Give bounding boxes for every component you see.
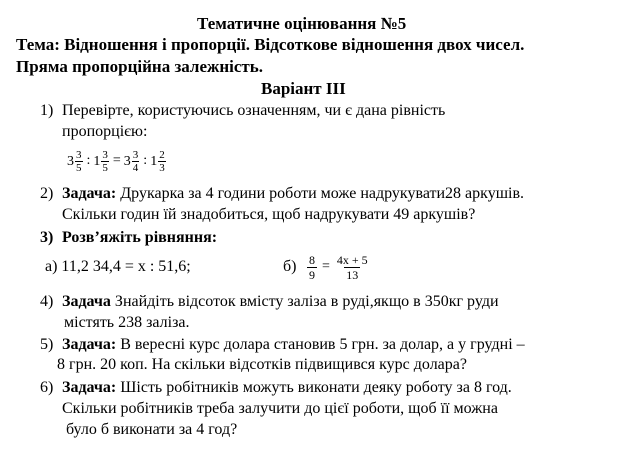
task-label: Задача: — [62, 336, 117, 353]
task-label: Задача: — [62, 379, 117, 396]
task-text — [62, 378, 512, 398]
whole-part: 1 — [150, 153, 158, 169]
task-text — [62, 335, 525, 355]
denominator: 3 — [159, 161, 165, 174]
numerator: 8 — [309, 252, 315, 267]
equals-sign: = — [112, 153, 121, 168]
task-number: 6) — [40, 379, 54, 396]
task-text: містять 238 заліза. — [64, 314, 190, 331]
task-label: Задача — [62, 293, 111, 310]
equation-a: а) 11,2 34,4 = х : 51,6; — [45, 258, 191, 275]
task-number: 3) — [40, 229, 54, 246]
numerator: 2 — [159, 148, 165, 161]
page-title: Тематичне оцінювання №5 — [197, 14, 407, 33]
numerator: 4x + 5 — [336, 252, 368, 267]
division-sign: : — [86, 153, 91, 168]
fraction — [132, 149, 140, 174]
whole-part: 3 — [67, 153, 74, 169]
task-text-body: Знайдіть відсоток вмісту заліза в руді,якщо в 350кг руди — [110, 293, 499, 310]
task-text: Скільки годин їй знадобиться, щоб надрукувати 49 аркушів? — [62, 206, 476, 223]
task-label: Задача: — [62, 185, 117, 202]
task-number: 2) — [40, 185, 54, 202]
task-number: 4) — [40, 293, 54, 310]
denominator: 13 — [346, 267, 359, 282]
numerator: 3 — [102, 148, 108, 161]
task-number: 5) — [40, 336, 54, 353]
task-text — [62, 184, 524, 204]
proportion-expression — [67, 144, 167, 178]
task-text-body: В вересні курс долара становив 5 грн. за долар, а у грудні – — [116, 336, 525, 353]
topic-line-2: Пряма пропорційна залежність. — [16, 57, 263, 76]
whole-part: 1 — [93, 153, 101, 169]
fraction — [335, 253, 370, 282]
fraction — [158, 149, 166, 174]
denominator: 5 — [76, 161, 82, 174]
equation-b-label: б) — [283, 258, 297, 275]
numerator: 3 — [132, 148, 139, 161]
denominator: 5 — [102, 161, 108, 174]
equals-sign: = — [322, 259, 330, 274]
task-label: Розв’яжіть рівняння: — [62, 229, 218, 246]
topic-line-1: Тема: Відношення і пропорції. Відсоткове відношення двох чисел. — [16, 35, 525, 54]
fraction — [101, 149, 109, 174]
equation-b — [305, 248, 372, 286]
task-text: пропорцією: — [62, 123, 148, 140]
fraction — [75, 149, 83, 174]
task-text-body: Друкарка за 4 години роботи може надрукувати28 аркушів. — [116, 185, 525, 202]
task-number: 1) — [40, 102, 54, 119]
numerator: 3 — [76, 148, 82, 161]
task-text-body: Шість робітників можуть виконати деяку роботу за 8 год. — [116, 379, 512, 396]
division-sign: : — [143, 153, 148, 168]
task-text — [62, 292, 499, 312]
denominator: 9 — [309, 267, 315, 282]
task-text: Перевірте, користуючись означенням, чи є дана рівність — [62, 102, 446, 119]
task-text: 8 грн. 20 коп. На скільки відсотків підвищився курс долара? — [57, 356, 467, 373]
whole-part: 3 — [123, 153, 131, 169]
task-text: було б виконати за 4 год? — [66, 421, 238, 438]
denominator: 4 — [132, 161, 139, 174]
task-text: Скільки робітників треба залучити до цієї роботи, щоб її можна — [62, 400, 498, 417]
variant-heading: Варіант ІІІ — [261, 79, 346, 98]
fraction — [307, 253, 317, 282]
